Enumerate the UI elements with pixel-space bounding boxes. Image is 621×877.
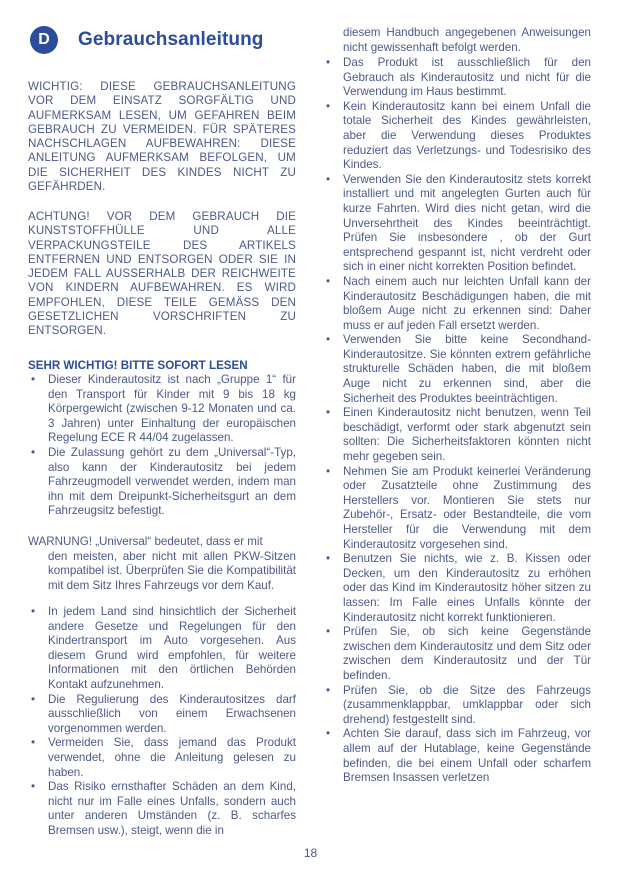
- instruction-list-left-a: [28, 373, 296, 519]
- bullet-icon: •: [326, 683, 331, 697]
- list-item: • In jedem Land sind hinsichtlich der Sicherheit andere Gesetze und Regelungen für den Kindertransport im Auto vorgesehen. Aus diesem Grund wird empfohlen, für weitere Informationen mit den örtlichen Behörden Kontakt aufzunehmen.: [31, 605, 296, 691]
- list-item: • Das Risiko ernsthafter Schäden an dem Kind, nicht nur im Falle eines Unfalls, sondern auch unter anderen Umständen (z. B. scharfes Bremsen usw.), steigt, wenn die in: [31, 780, 296, 837]
- bullet-icon: •: [31, 780, 36, 794]
- universal-warning: WARNUNG! „Universal“ bedeutet, dass er mit den meisten, aber nicht mit allen PKW-Sitzen kompatibel ist. Überprüfen Sie die Kompatibilität mit dem Sitz Ihres Fahrzeugs vor dem Kauf.: [28, 535, 296, 592]
- list-item: • Einen Kinderautositz nicht benutzen, wenn Teil beschädigt, verformt oder stark abgenutzt sein sollten: Die Sicherheitsfaktoren könnten nicht mehr gegeben sein.: [326, 406, 591, 464]
- bullet-icon: •: [326, 464, 331, 478]
- list-item: • Dieser Kinderautositz ist nach „Gruppe 1“ für den Transport für Kinder mit 9 bis 18 kg Körpergewicht (zwischen 9-12 Monaten und ca. 3 Jahren) unter Einhaltung der europäischen Regelung ECE R 44/04 zugelassen.: [31, 373, 296, 445]
- list-item: • Prüfen Sie, ob sich keine Gegenstände zwischen dem Kinderautositz und dem Sitz oder zwischen dem Kinderautositz und der Tür befinden.: [326, 625, 591, 682]
- section-header: [30, 26, 264, 54]
- bullet-icon: •: [326, 552, 331, 566]
- instruction-list-left-b: [28, 605, 296, 839]
- bullet-icon: •: [326, 172, 331, 186]
- list-item: • Prüfen Sie, ob die Sitze des Fahrzeugs (zusammenklappbar, umklappbar oder sich drehend) festgestellt sind.: [326, 683, 591, 726]
- list-item: • Achten Sie darauf, dass sich im Fahrzeug, vor allem auf der Hutablage, keine Gegenstände befinden, die bei einem Unfall oder scharfem Bremsen Insassen verletzen: [326, 727, 591, 785]
- list-item: • Kein Kinderautositz kann bei einem Unfall die totale Sicherheit des Kindes gewährleisten, aber die Verwendung dieses Produktes reduziert das Verletzungs- und Todesrisiko des Kindes.: [326, 99, 591, 172]
- list-item: • Die Regulierung des Kinderautositzes darf ausschließlich von einem Erwachsenen vorgenommen werden.: [31, 692, 296, 735]
- bullet-icon: •: [326, 727, 331, 741]
- packaging-warning: ACHTUNG! VOR DEM GEBRAUCH DIE KUNSTSTOFFHÜLLE UND ALLE VERPACKUNGSTEILE DES ARTIKELS ENTFERNEN UND ENTSORGEN ODER SIE IN JEDEM FALL AUSSERHALB DER REICHWEITE VON KINDERN AUFBEWAHREN. ES WIRD EMPFOHLEN, DIESE TEILE GEMÄSS DEN GESETZLICHEN VORSCHRIFTEN ZU ENTSORGEN.: [28, 210, 296, 338]
- bullet-icon: •: [326, 406, 331, 420]
- bullet-icon: •: [31, 605, 36, 618]
- list-item: • Benutzen Sie nichts, wie z. B. Kissen oder Decken, um den Kinderautositz zu erhöhen oder das Kind im Kinderautositz höher sitzen zu lassen: Im Falle eines Unfalls könnte der Kinderautositz nicht korrekt funktionieren.: [326, 552, 591, 624]
- instruction-list-right: [323, 56, 591, 786]
- page-title: Gebrauchsanleitung: [78, 29, 264, 50]
- bullet-icon: •: [326, 333, 331, 347]
- bullet-icon: •: [31, 445, 36, 459]
- bullet-icon: •: [326, 99, 331, 113]
- bullet-icon: •: [31, 373, 36, 386]
- bullet-icon: •: [326, 625, 331, 639]
- bullet-icon: •: [31, 736, 36, 750]
- list-item: • Verwenden Sie den Kinderautositz stets korrekt installiert und mit angelegten Gurten auch für kurze Fahrten. Wird dies nicht getan, wird die Unversehrtheit des Kindes beeinträchtigt. Prüfen Sie insbesondere , ob der Gurt entsprechend gespannt ist, nicht verdreht oder sich in einer nicht korrekten Position befindet.: [326, 172, 591, 274]
- important-notice: WICHTIG: DIESE GEBRAUCHSANLEITUNG VOR DEM EINSATZ SORGFÄLTIG UND AUFMERKSAM LESEN, UM GEFAHREN BEIM GEBRAUCH ZU VERMEIDEN. FÜR SPÄTERES NACHSCHLAGEN AUFBEWAHREN: DIESE ANLEITUNG AUFMERKSAM BEFOLGEN, UM DIE SICHERHEIT DES KINDES NICHT ZU GEFÄHRDEN.: [28, 80, 296, 194]
- list-item: • Nach einem auch nur leichten Unfall kann der Kinderautositz Beschädigungen haben, die mit bloßem Auge nicht zu erkennen sind: Daher muss er auf jeden Fall ersetzt werden.: [326, 274, 591, 332]
- language-badge: D: [30, 26, 58, 54]
- list-item: • Das Produkt ist ausschließlich für den Gebrauch als Kinderautositz und nicht für die Verwendung im Haus bestimmt.: [326, 56, 591, 99]
- bullet-icon: •: [326, 274, 331, 288]
- list-item: • Verwenden Sie bitte keine Secondhand-Kinderautositze. Sie könnten extrem gefährliche strukturelle Schäden haben, die mit bloßem Auge nicht zu erkennen sind, aber die Sicherheit des Produktes beeinträchtigen.: [326, 333, 591, 405]
- list-item: • Vermeiden Sie, dass jemand das Produkt verwendet, ohne die Anleitung gelesen zu haben.: [31, 736, 296, 779]
- page-number: 18: [303, 846, 318, 860]
- bullet-icon: •: [326, 56, 331, 69]
- section-heading: SEHR WICHTIG! BITTE SOFORT LESEN: [28, 359, 248, 372]
- list-item: • Die Zulassung gehört zu dem „Universal“-Typ, also kann der Kinderautositz bei jedem Fahrzeugmodell verwendet werden, indem man ihn mit dem Dreipunkt-Sicherheitsgurt an dem Fahrzeugsitz befestigt.: [31, 445, 296, 518]
- continued-text: diesem Handbuch angegebenen Anweisungen nicht gewissenhaft befolgt werden.: [343, 26, 591, 54]
- bullet-icon: •: [31, 692, 36, 706]
- list-item: • Nehmen Sie am Produkt keinerlei Veränderung oder Zusatzteile ohne Zustimmung des Herstellers vor. Montieren Sie stets nur Zubehör-, Ersatz- oder Bestandteile, die vom Hersteller für die Verwendung mit dem Kinderautositz vorgesehen sind.: [326, 464, 591, 551]
